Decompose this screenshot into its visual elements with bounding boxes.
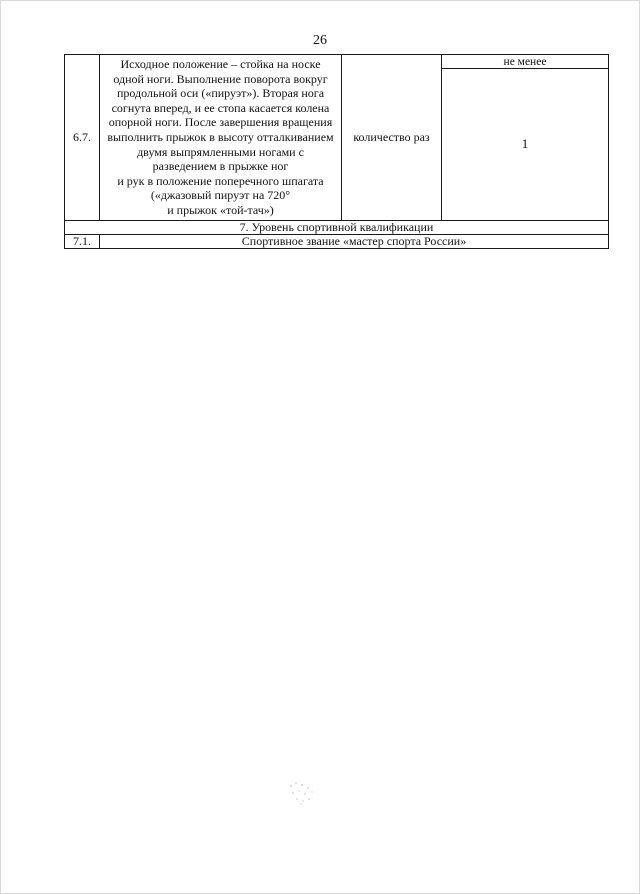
unit-of-measure: количество раз xyxy=(342,55,442,221)
description-line: согнута вперед, и ее стопа касается колена xyxy=(111,100,330,115)
description-line: Исходное положение – стойка на носке xyxy=(120,57,321,71)
faint-stamp-mark xyxy=(287,780,317,806)
description-line: разведением в прыжке ног xyxy=(152,159,289,174)
row-number-6-7: 6.7. xyxy=(65,55,100,221)
norms-table xyxy=(64,54,609,249)
table-row-6-7 xyxy=(65,55,609,69)
norm-value: 1 xyxy=(442,69,609,221)
description-line: опорной ноги. После завершения вращения xyxy=(108,115,333,130)
section-title: 7. Уровень спортивной квалификации xyxy=(65,220,609,234)
section-row-7 xyxy=(65,220,609,234)
description-line: («джазовый пируэт на 720° xyxy=(150,188,291,203)
page-number: 26 xyxy=(313,33,327,48)
row-number-7-1: 7.1. xyxy=(65,234,100,248)
description-line: продольной оси («пируэт»). Вторая нога xyxy=(116,86,325,101)
description-line: одной ноги. Выполнение поворота вокруг xyxy=(113,71,328,86)
description-line: выполнить прыжок в высоту отталкиванием xyxy=(107,129,334,144)
exercise-description xyxy=(100,55,342,221)
description-line: и прыжок «той-тач») xyxy=(167,202,274,217)
description-line: двумя выпрямленными ногами с xyxy=(137,144,304,159)
sport-rank-text: Спортивное звание «мастер спорта России» xyxy=(100,234,609,248)
description-line: и рук в положение поперечного шпагата xyxy=(117,173,324,188)
table-row-7-1 xyxy=(65,234,609,248)
value-header: не менее xyxy=(442,55,609,69)
